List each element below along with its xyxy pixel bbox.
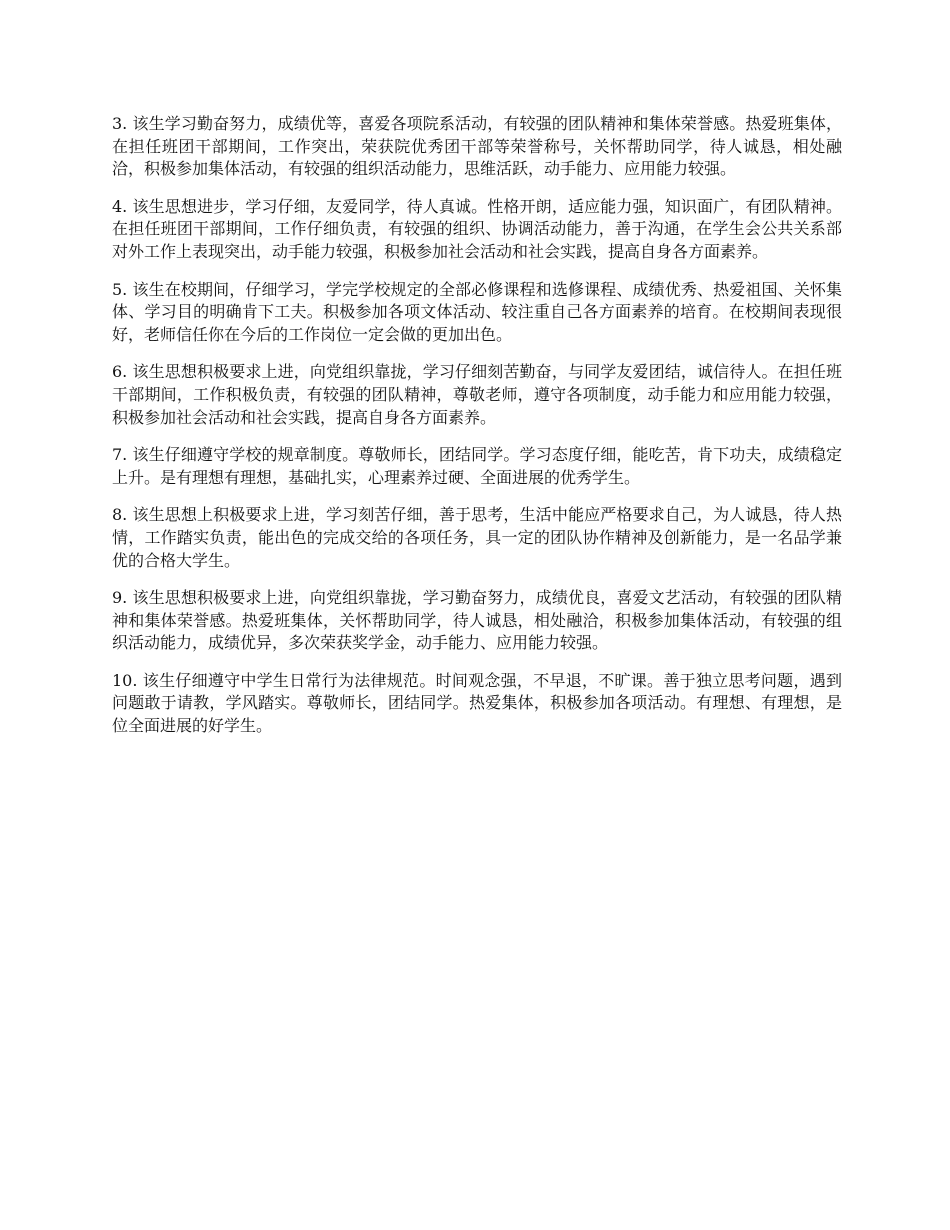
paragraph-8: 8. 该生思想上积极要求上进，学习刻苦仔细，善于思考，生活中能应严格要求自己，为人诚恳，待人热情，工作踏实负责，能出色的完成交给的各项任务，具一定的团队协作精神及创新能力，是一名品学兼优的合格大学生。 [112, 505, 842, 570]
paragraph-4: 4. 该生思想进步，学习仔细，友爱同学，待人真诚。性格开朗，适应能力强，知识面广，有团队精神。在担任班团干部期间，工作仔细负责，有较强的组织、协调活动能力，善于沟通，在学生会公共关系部对外工作上表现突出，动手能力较强，积极参加社会活动和社会实践，提高自身各方面素养。 [112, 196, 842, 261]
paragraph-3: 3. 该生学习勤奋努力，成绩优等，喜爱各项院系活动，有较强的团队精神和集体荣誉感。热爱班集体，在担任班团干部期间，工作突出，荣获院优秀团干部等荣誉称号，关怀帮助同学，待人诚恳，相处融洽，积极参加集体活动，有较强的组织活动能力，思维活跃，动手能力、应用能力较强。 [112, 114, 842, 179]
paragraph-6: 6. 该生思想积极要求上进，向党组织靠拢，学习仔细刻苦勤奋，与同学友爱团结，诚信待人。在担任班干部期间，工作积极负责，有较强的团队精神，尊敬老师，遵守各项制度，动手能力和应用能力较强，积极参加社会活动和社会实践，提高自身各方面素养。 [112, 362, 842, 427]
paragraph-9: 9. 该生思想积极要求上进，向党组织靠拢，学习勤奋努力，成绩优良，喜爱文艺活动，有较强的团队精神和集体荣誉感。热爱班集体，关怀帮助同学，待人诚恳，相处融洽，积极参加集体活动，有较强的组织活动能力，成绩优异，多次荣获奖学金，动手能力、应用能力较强。 [112, 588, 842, 653]
paragraph-10: 10. 该生仔细遵守中学生日常行为法律规范。时间观念强，不早退，不旷课。善于独立思考问题，遇到问题敢于请教，学风踏实。尊敬师长，团结同学。热爱集体，积极参加各项活动。有理想、有理想，是位全面进展的好学生。 [112, 670, 842, 736]
document-body [112, 113, 842, 753]
paragraph-7: 7. 该生仔细遵守学校的规章制度。尊敬师长，团结同学。学习态度仔细，能吃苦，肯下功夫，成绩稳定上升。是有理想有理想，基础扎实，心理素养过硬、全面进展的优秀学生。 [112, 445, 842, 487]
paragraph-5: 5. 该生在校期间，仔细学习，学完学校规定的全部必修课程和选修课程、成绩优秀、热爱祖国、关怀集体、学习目的明确肯下工夫。积极参加各项文体活动、较注重自己各方面素养的培育。在校期间表现很好，老师信任你在今后的工作岗位一定会做的更加出色。 [112, 279, 842, 344]
